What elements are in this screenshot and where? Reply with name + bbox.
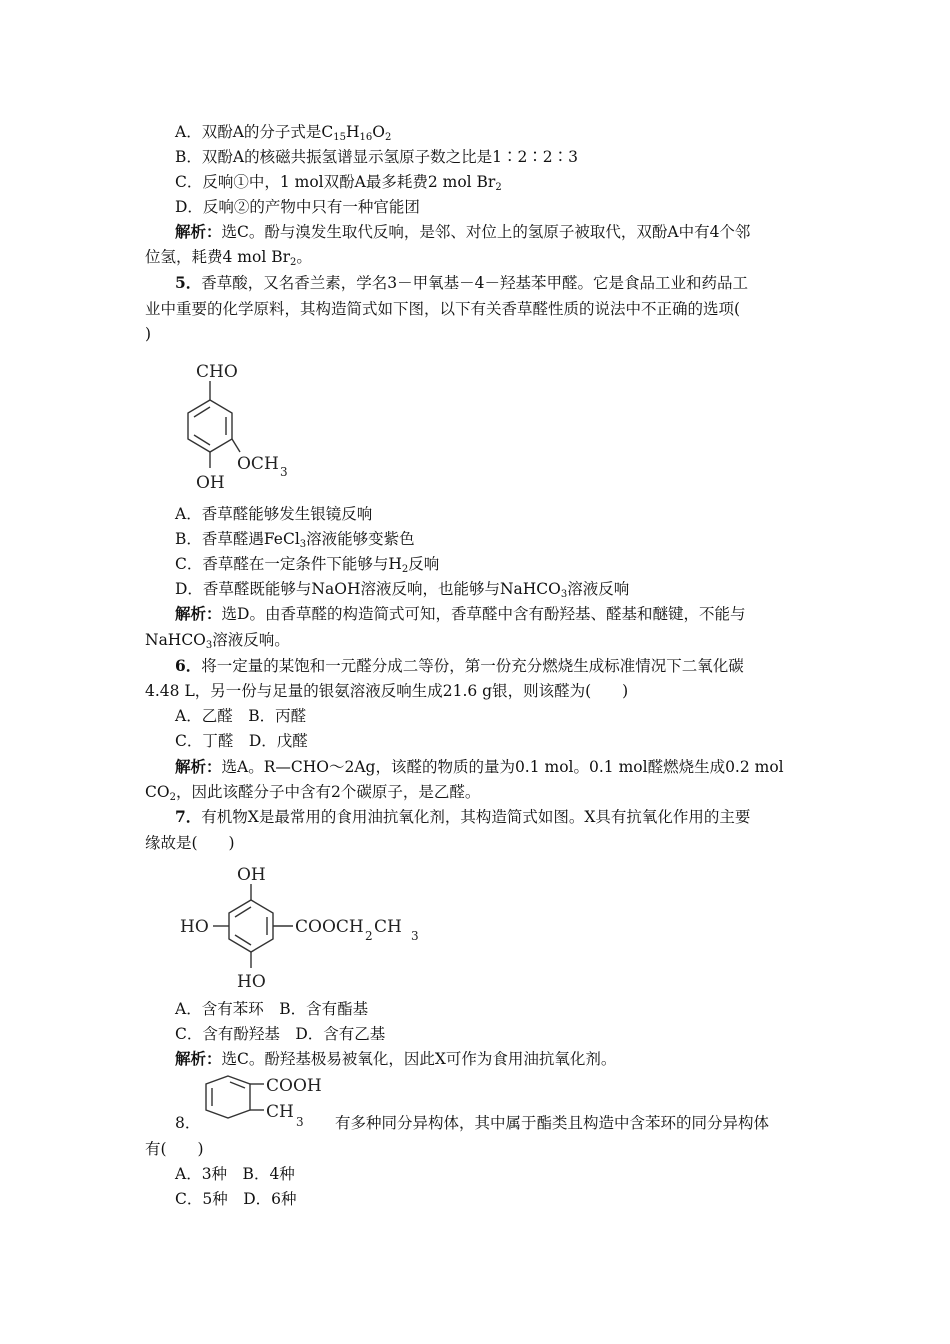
q7-options-cd: C．含有酚羟基 D．含有乙基 bbox=[175, 1025, 386, 1043]
svg-text:HO: HO bbox=[180, 917, 209, 937]
q5-option-a: A．香草醛能够发生银镜反响 bbox=[175, 505, 373, 523]
svg-text:3: 3 bbox=[296, 1115, 304, 1129]
svg-text:CH: CH bbox=[266, 1102, 294, 1122]
q5-stem-line2: 业中重要的化学原料，其构造简式如下图，以下有关香草醛性质的说法中不正确的选项( bbox=[145, 300, 741, 318]
svg-text:3: 3 bbox=[411, 929, 419, 943]
q5-stem-line3: ) bbox=[145, 325, 152, 343]
svg-text:OH: OH bbox=[237, 865, 266, 885]
q4-analysis-line2: 位氢，耗费4 mol $Br_2$。 bbox=[145, 248, 312, 268]
q6-stem-line1: 6．将一定量的某饱和一元醛分成二等份，第一份充分燃烧生成标准情况下二氧化碳 bbox=[175, 656, 744, 675]
q7-stem-line2: 缘故是( ) bbox=[145, 834, 235, 852]
q5-option-c: C．香草醛在一定条件下能够与$H_2$反响 bbox=[175, 555, 440, 575]
q4-option-d: D．反响②的产物中只有一种官能团 bbox=[175, 198, 420, 216]
q5-option-d: D．香草醛既能够与NaOH溶液反响，也能够与NaHCO$_3$溶液反响 bbox=[175, 580, 630, 600]
q8-options-ab: A．3种 B．4种 bbox=[175, 1165, 295, 1183]
svg-text:COOCH: COOCH bbox=[295, 917, 364, 937]
q5-analysis-line2: NaHCO$_3$溶液反响。 bbox=[145, 631, 290, 651]
q8-stem-line2: 有( ) bbox=[145, 1140, 204, 1158]
q7-stem-line1: 7．有机物X是最常用的食用油抗氧化剂，其构造简式如图。X具有抗氧化作用的主要 bbox=[175, 807, 751, 826]
q6-stem-line2: 4.48 L，另一份与足量的银氨溶液反响生成21.6 g银，则该醛为( ) bbox=[145, 682, 629, 700]
q5-analysis-line1: 解析：选D。由香草醛的构造简式可知，香草醛中含有酚羟基、醛基和醚键，不能与 bbox=[175, 604, 746, 623]
q6-options-cd: C．丁醛 D．戊醛 bbox=[175, 732, 308, 750]
svg-text:CHO: CHO bbox=[196, 362, 238, 382]
q4-analysis-line1: 解析：选C。酚与溴发生取代反响，是邻、对位上的氢原子被取代，双酚A中有4个邻 bbox=[175, 222, 751, 241]
q5-option-b: B．香草醛遇FeCl$_3$溶液能够变紫色 bbox=[175, 530, 415, 550]
q4-option-b: B．双酚A的核磁共振氢谱显示氢原子数之比是1∶2∶2∶3 bbox=[175, 148, 579, 166]
svg-text:CH: CH bbox=[374, 917, 402, 937]
q4-option-c: C．反响①中，1 mol双酚A最多耗费2 mol $Br_2$ bbox=[175, 173, 502, 193]
svg-text:OCH: OCH bbox=[237, 454, 279, 474]
svg-text:2: 2 bbox=[365, 929, 373, 943]
q6-analysis-line1: 解析：选A。R—CHO～2Ag，该醛的物质的量为0.1 mol。0.1 mol醛燃烧生成0.2 mol bbox=[175, 757, 784, 776]
q4-option-a: A．双酚A的分子式是$C_{15}H_{16}O_2$ bbox=[175, 123, 392, 143]
svg-text:3: 3 bbox=[280, 465, 288, 479]
q7-options-ab: A．含有苯环 B．含有酯基 bbox=[175, 1000, 369, 1018]
q6-options-ab: A．乙醛 B．丙醛 bbox=[175, 707, 307, 725]
q6-analysis-line2: $CO_2$，因此该醛分子中含有2个碳原子，是乙醛。 bbox=[145, 783, 481, 803]
ethyl-gallate-structure bbox=[175, 860, 435, 995]
q8-number: 8． bbox=[175, 1114, 201, 1132]
vanillin-structure bbox=[170, 355, 310, 495]
svg-text:HO: HO bbox=[237, 972, 266, 992]
svg-text:COOH: COOH bbox=[266, 1076, 322, 1096]
q7-analysis-line1: 解析：选C。酚羟基极易被氧化，因此X可作为食用油抗氧化剂。 bbox=[175, 1049, 617, 1068]
svg-text:OH: OH bbox=[196, 473, 225, 493]
q8-stem-line1: 有多种同分异构体，其中属于酯类且构造中含苯环的同分异构体 bbox=[335, 1114, 770, 1132]
q8-options-cd: C．5种 D．6种 bbox=[175, 1190, 297, 1208]
q5-stem-line1: 5．香草酸，又名香兰素，学名3－甲氧基－4－羟基苯甲醛。它是食品工业和药品工 bbox=[175, 273, 749, 292]
o-toluic-acid-structure bbox=[200, 1072, 335, 1132]
